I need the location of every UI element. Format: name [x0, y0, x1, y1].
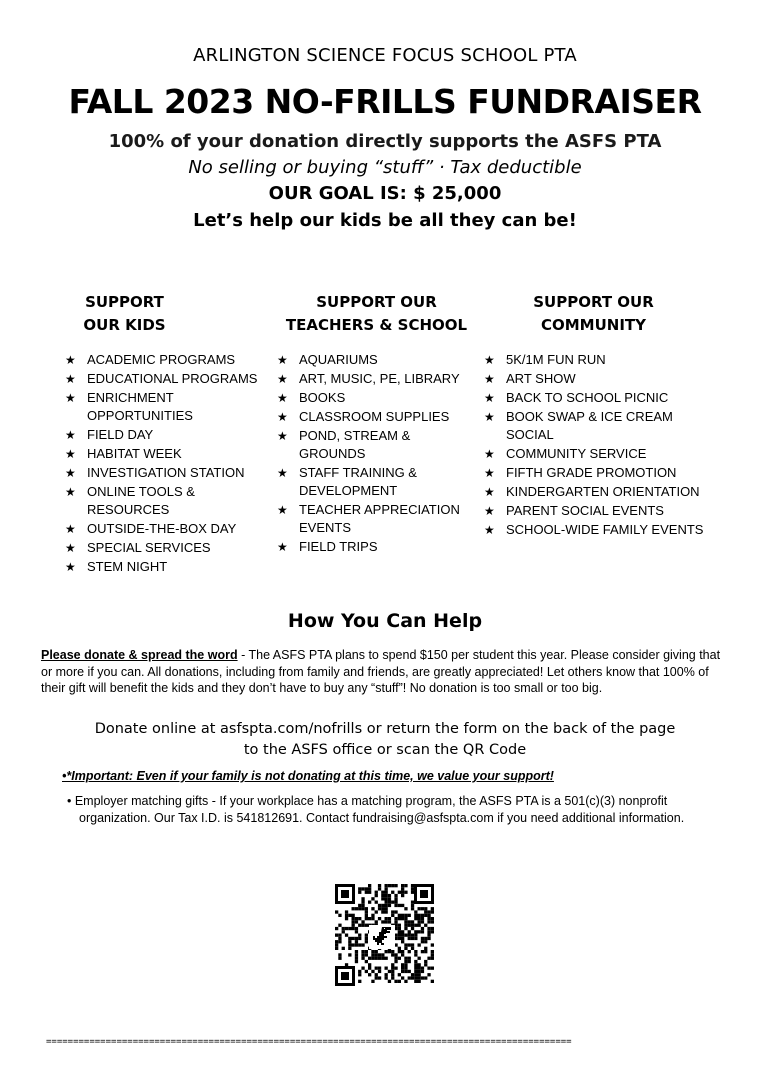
list-item — [274, 408, 479, 426]
list-item-label: FIELD TRIPS — [299, 539, 378, 554]
star-bullet-icon: ★ — [277, 353, 288, 367]
header — [0, 45, 770, 231]
star-bullet-icon: ★ — [277, 372, 288, 386]
list-item — [274, 351, 479, 369]
list-item-label: ONLINE TOOLS & RESOURCES — [87, 484, 195, 517]
column-heading-line: SUPPORT OUR — [533, 293, 654, 311]
list-item-label: FIFTH GRADE PROMOTION — [506, 465, 677, 480]
list-item-label: HABITAT WEEK — [87, 446, 182, 461]
goal-statement: OUR GOAL IS: $ 25,000 — [268, 183, 502, 204]
star-bullet-icon: ★ — [65, 353, 76, 367]
list-item — [62, 426, 272, 444]
column-heading-line: TEACHERS & SCHOOL — [285, 316, 468, 334]
page-title: FALL 2023 NO-FRILLS FUNDRAISER — [68, 82, 702, 121]
column-heading-line: SUPPORT OUR — [316, 293, 437, 311]
column-heading-line: COMMUNITY — [540, 316, 647, 334]
list-item — [481, 351, 721, 369]
list-item-label: POND, STREAM & GROUNDS — [299, 428, 411, 461]
list-item-label: PARENT SOCIAL EVENTS — [506, 503, 664, 518]
star-bullet-icon: ★ — [484, 447, 495, 461]
star-bullet-icon: ★ — [277, 503, 288, 517]
list-item — [481, 445, 721, 463]
list-item-label: BOOKS — [299, 390, 346, 405]
cut-line-divider: ================================================================================================= — [46, 1037, 572, 1047]
column-teachers — [274, 291, 479, 557]
list-item — [62, 483, 272, 519]
star-bullet-icon: ★ — [65, 522, 76, 536]
column-heading-line: SUPPORT — [85, 293, 164, 311]
column-list — [274, 351, 479, 556]
qr-code-with-dinosaur-icon[interactable] — [334, 883, 435, 987]
list-item — [62, 558, 272, 576]
list-item — [481, 389, 721, 407]
star-bullet-icon: ★ — [65, 541, 76, 555]
column-list — [481, 351, 721, 539]
column-kids — [62, 291, 272, 577]
list-item — [62, 539, 272, 557]
list-item-label: ACADEMIC PROGRAMS — [87, 352, 236, 367]
list-item-label: EDUCATIONAL PROGRAMS — [87, 371, 258, 386]
list-item — [481, 483, 721, 501]
star-bullet-icon: ★ — [65, 485, 76, 499]
star-bullet-icon: ★ — [484, 485, 495, 499]
list-item-label: AQUARIUMS — [299, 352, 378, 367]
list-item-label: SCHOOL-WIDE FAMILY EVENTS — [506, 522, 704, 537]
help-paragraph — [41, 647, 733, 697]
help-body: - The ASFS PTA plans to spend $150 per student this year. Please consider giving that or more if you can. All donations, including from family and friends, are greatly appreciated! Let others know that 100% of their gift will benefit the kids and they don’t have to buy any “stuff”! No donation is too small or too big. — [41, 648, 721, 695]
tagline: 100% of your donation directly supports the ASFS PTA — [108, 131, 662, 152]
star-bullet-icon: ★ — [484, 466, 495, 480]
star-bullet-icon: ★ — [65, 447, 76, 461]
star-bullet-icon: ★ — [277, 466, 288, 480]
list-item-label: SPECIAL SERVICES — [87, 540, 211, 555]
list-item — [481, 464, 721, 482]
list-item-label: COMMUNITY SERVICE — [506, 446, 647, 461]
list-item-label: ART, MUSIC, PE, LIBRARY — [299, 371, 460, 386]
star-bullet-icon: ★ — [65, 560, 76, 574]
list-item — [62, 445, 272, 463]
star-bullet-icon: ★ — [484, 353, 495, 367]
list-item-label: BOOK SWAP & ICE CREAM SOCIAL — [506, 409, 673, 442]
list-item-label: BACK TO SCHOOL PICNIC — [506, 390, 669, 405]
list-item — [481, 370, 721, 388]
list-item — [62, 464, 272, 482]
list-item — [62, 520, 272, 538]
star-bullet-icon: ★ — [484, 504, 495, 518]
list-item — [62, 389, 272, 425]
list-item — [274, 501, 479, 537]
cheer-line: Let’s help our kids be all they can be! — [193, 210, 577, 231]
star-bullet-icon: ★ — [484, 372, 495, 386]
list-item-label: KINDERGARTEN ORIENTATION — [506, 484, 700, 499]
column-heading — [481, 291, 706, 337]
list-item — [274, 538, 479, 556]
list-item — [481, 521, 721, 539]
list-item — [274, 370, 479, 388]
star-bullet-icon: ★ — [65, 428, 76, 442]
column-heading — [72, 291, 177, 337]
help-title: How You Can Help — [287, 610, 483, 632]
school-name: ARLINGTON SCIENCE FOCUS SCHOOL PTA — [193, 45, 577, 66]
column-community — [481, 291, 721, 540]
donate-line: to the ASFS office or scan the QR Code — [243, 742, 527, 758]
star-bullet-icon: ★ — [65, 391, 76, 405]
column-heading-line: OUR KIDS — [83, 316, 166, 334]
list-item-label: FIELD DAY — [87, 427, 154, 442]
list-item — [62, 351, 272, 369]
list-item — [274, 389, 479, 407]
star-bullet-icon: ★ — [65, 372, 76, 386]
list-item — [62, 370, 272, 388]
help-lead: Please donate & spread the word — [41, 648, 238, 662]
star-bullet-icon: ★ — [277, 410, 288, 424]
list-item — [274, 427, 479, 463]
employer-matching-note: • Employer matching gifts - If your workplace has a matching program, the ASFS PTA is a 501(c)(3) nonprofit organization. Our Tax I.D. is 541812691. Contact fundraising@asfspta.com if you need additional information. — [67, 794, 685, 825]
list-item — [274, 464, 479, 500]
star-bullet-icon: ★ — [484, 391, 495, 405]
star-bullet-icon: ★ — [484, 410, 495, 424]
list-item — [481, 408, 721, 444]
list-item-label: ART SHOW — [506, 371, 576, 386]
star-bullet-icon: ★ — [484, 523, 495, 537]
list-item-label: ENRICHMENT OPPORTUNITIES — [87, 390, 193, 423]
donate-instructions — [0, 719, 770, 761]
list-item-label: 5K/1M FUN RUN — [506, 352, 606, 367]
column-list — [62, 351, 272, 576]
column-heading — [274, 291, 479, 337]
list-item — [481, 502, 721, 520]
star-bullet-icon: ★ — [277, 391, 288, 405]
dinosaur-icon — [369, 925, 395, 949]
list-item-label: INVESTIGATION STATION — [87, 465, 245, 480]
list-item-label: OUTSIDE-THE-BOX DAY — [87, 521, 237, 536]
star-bullet-icon: ★ — [65, 466, 76, 480]
important-note: •*Important: Even if your family is not donating at this time, we value your support! — [62, 769, 554, 783]
donate-line: Donate online at asfspta.com/nofrills or return the form on the back of the page — [94, 721, 676, 737]
star-bullet-icon: ★ — [277, 540, 288, 554]
list-item-label: STAFF TRAINING & DEVELOPMENT — [299, 465, 417, 498]
list-item-label: TEACHER APPRECIATION EVENTS — [299, 502, 460, 535]
subtagline: No selling or buying “stuff” · Tax deductible — [188, 157, 582, 178]
list-item-label: STEM NIGHT — [87, 559, 168, 574]
star-bullet-icon: ★ — [277, 429, 288, 443]
list-item-label: CLASSROOM SUPPLIES — [299, 409, 450, 424]
